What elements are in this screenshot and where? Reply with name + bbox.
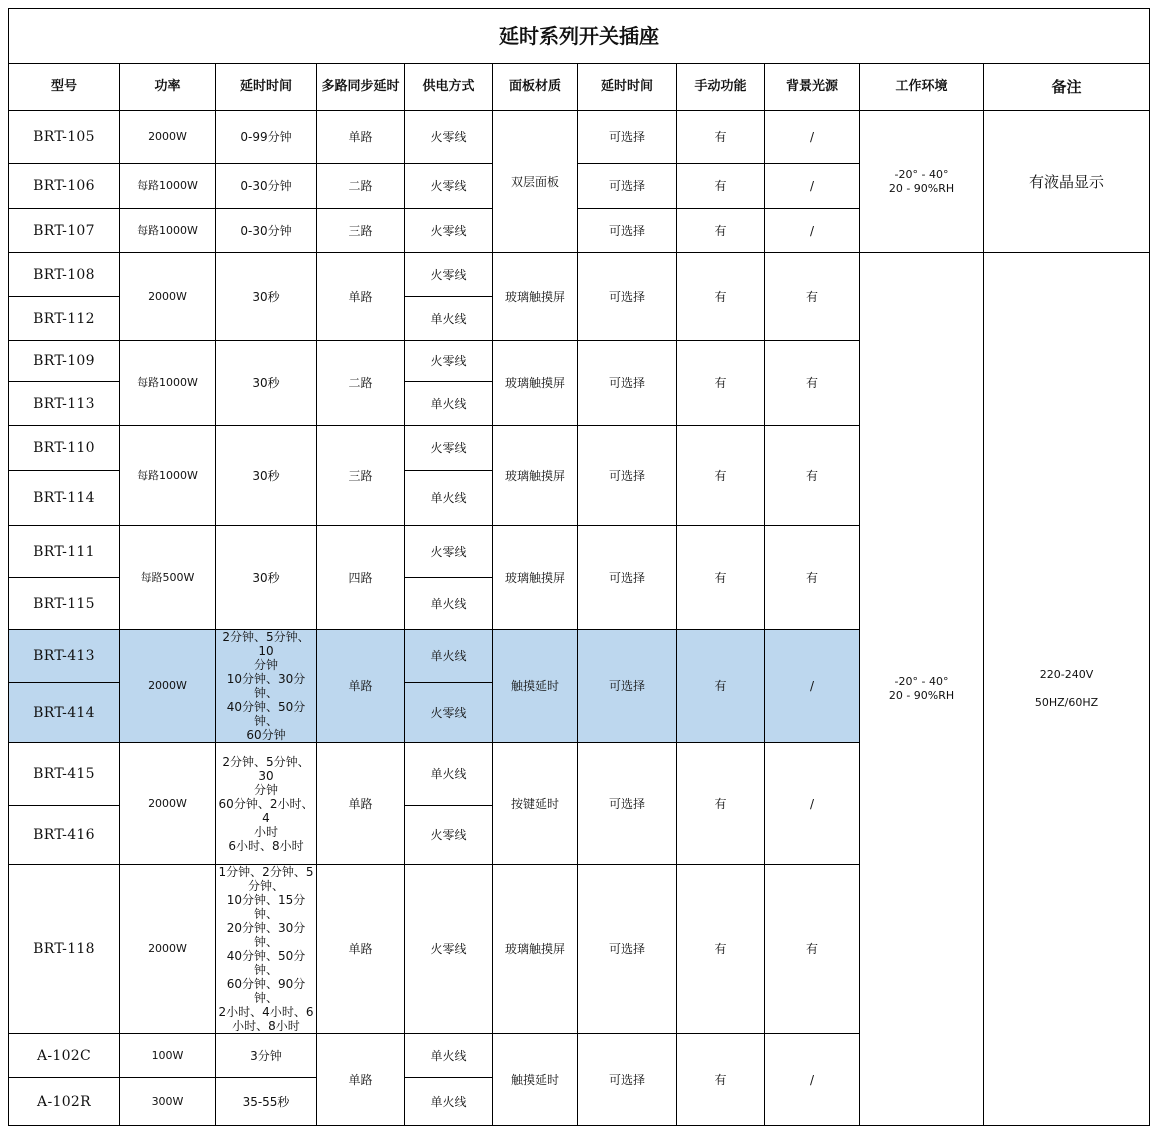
- sync-cell: 单路: [317, 865, 405, 1034]
- delay-time-line: 6小时、8小时: [228, 838, 304, 853]
- model-cell: BRT-111: [9, 526, 120, 578]
- power-cell: 2000W: [120, 865, 216, 1034]
- supply-cell: 火零线: [405, 253, 493, 297]
- backlight-cell: 有: [765, 341, 860, 426]
- model-cell: BRT-112: [9, 297, 120, 341]
- delay-time-line: 10分钟、15分钟、: [226, 893, 306, 921]
- backlight-cell: /: [765, 630, 860, 743]
- panel-cell: 玻璃触摸屏: [493, 526, 578, 630]
- supply-cell: 单火线: [405, 578, 493, 630]
- table-row: [9, 111, 1150, 164]
- manual-cell: 有: [677, 253, 765, 341]
- power-cell: 100W: [120, 1034, 216, 1078]
- manual-cell: 有: [677, 630, 765, 743]
- delay-time-cell: 3分钟: [216, 1034, 317, 1078]
- supply-cell: 火零线: [405, 865, 493, 1034]
- delay-time-line: 1分钟、2分钟、5: [218, 865, 314, 879]
- delay-time-cell: 30秒: [216, 426, 317, 526]
- delay-option-cell: 可选择: [578, 209, 677, 253]
- supply-cell: 单火线: [405, 1078, 493, 1126]
- supply-cell: 火零线: [405, 806, 493, 865]
- model-cell: BRT-416: [9, 806, 120, 865]
- model-cell: A-102R: [9, 1078, 120, 1126]
- delay-time-line: 40分钟、50分钟、: [226, 700, 306, 728]
- header-model: 型号: [9, 64, 120, 111]
- backlight-cell: 有: [765, 526, 860, 630]
- manual-cell: 有: [677, 164, 765, 209]
- environment-cell: [860, 253, 984, 1126]
- remark-cell: 有液晶显示: [984, 111, 1150, 253]
- header-delay-option: 延时时间: [578, 64, 677, 111]
- spreadsheet-table-container: [8, 8, 1150, 1126]
- supply-cell: 单火线: [405, 630, 493, 683]
- power-cell: 每路1000W: [120, 341, 216, 426]
- delay-time-cell: [216, 865, 317, 1034]
- delay-option-cell: 可选择: [578, 630, 677, 743]
- header-environment: 工作环境: [860, 64, 984, 111]
- delay-time-line: 60分钟: [246, 728, 286, 742]
- model-cell: BRT-109: [9, 341, 120, 382]
- backlight-cell: /: [765, 743, 860, 865]
- manual-cell: 有: [677, 209, 765, 253]
- environment-temp: -20° - 40°: [894, 167, 949, 181]
- header-manual: 手动功能: [677, 64, 765, 111]
- power-cell: 每路1000W: [120, 209, 216, 253]
- panel-cell: 玻璃触摸屏: [493, 253, 578, 341]
- panel-cell: 玻璃触摸屏: [493, 426, 578, 526]
- delay-time-cell: 30秒: [216, 341, 317, 426]
- sync-cell: 四路: [317, 526, 405, 630]
- model-cell: BRT-415: [9, 743, 120, 806]
- delay-time-line: 60分钟、90分钟、: [226, 977, 306, 1005]
- sync-cell: 单路: [317, 111, 405, 164]
- model-cell: BRT-106: [9, 164, 120, 209]
- delay-time-line: 小时、8小时: [232, 1019, 300, 1033]
- power-cell: 300W: [120, 1078, 216, 1126]
- delay-option-cell: 可选择: [578, 164, 677, 209]
- manual-cell: 有: [677, 111, 765, 164]
- panel-cell: 触摸延时: [493, 630, 578, 743]
- delay-option-cell: 可选择: [578, 743, 677, 865]
- panel-cell: 玻璃触摸屏: [493, 341, 578, 426]
- supply-cell: 单火线: [405, 471, 493, 526]
- sync-cell: 二路: [317, 341, 405, 426]
- panel-cell: 双层面板: [493, 111, 578, 253]
- supply-cell: 单火线: [405, 1034, 493, 1078]
- sync-cell: 三路: [317, 209, 405, 253]
- delay-option-cell: 可选择: [578, 426, 677, 526]
- power-cell: 2000W: [120, 253, 216, 341]
- header-panel-material: 面板材质: [493, 64, 578, 111]
- remark-voltage: 220-240V: [1039, 668, 1094, 681]
- delay-time-line: 2小时、4小时、6: [218, 1005, 314, 1019]
- delay-time-line: 40分钟、50分钟、: [226, 949, 306, 977]
- manual-cell: 有: [677, 526, 765, 630]
- delay-time-cell: 30秒: [216, 526, 317, 630]
- delay-option-cell: 可选择: [578, 526, 677, 630]
- sync-cell: 单路: [317, 253, 405, 341]
- delay-time-cell: 30秒: [216, 253, 317, 341]
- backlight-cell: /: [765, 1034, 860, 1126]
- delay-time-line: 2分钟、5分钟、10: [222, 630, 310, 658]
- model-cell: BRT-108: [9, 253, 120, 297]
- delay-time-cell: 0-30分钟: [216, 209, 317, 253]
- delay-option-cell: 可选择: [578, 341, 677, 426]
- power-cell: 2000W: [120, 743, 216, 865]
- delay-time-line: 小时: [253, 824, 278, 839]
- panel-cell: 按键延时: [493, 743, 578, 865]
- backlight-cell: 有: [765, 426, 860, 526]
- environment-temp: -20° - 40°: [894, 675, 949, 688]
- sync-cell: 三路: [317, 426, 405, 526]
- supply-cell: 火零线: [405, 164, 493, 209]
- power-cell: 2000W: [120, 111, 216, 164]
- header-backlight: 背景光源: [765, 64, 860, 111]
- supply-cell: 火零线: [405, 111, 493, 164]
- delay-time-line: 分钟: [253, 658, 278, 672]
- power-cell: 每路1000W: [120, 426, 216, 526]
- header-power-supply: 供电方式: [405, 64, 493, 111]
- sync-cell: 单路: [317, 1034, 405, 1126]
- delay-time-line: 60分钟、2小时、4: [218, 796, 314, 825]
- supply-cell: 单火线: [405, 297, 493, 341]
- manual-cell: 有: [677, 743, 765, 865]
- table-title: 延时系列开关插座: [9, 9, 1150, 64]
- manual-cell: 有: [677, 426, 765, 526]
- remark-spacer: [986, 682, 1147, 696]
- delay-time-line: 20分钟、30分钟、: [226, 921, 306, 949]
- header-multi-sync: 多路同步延时: [317, 64, 405, 111]
- delay-time-cell: 35-55秒: [216, 1078, 317, 1126]
- delay-option-cell: 可选择: [578, 1034, 677, 1126]
- delay-time-cell: [216, 743, 317, 865]
- delay-time-line: 分钟、: [247, 879, 284, 893]
- delay-option-cell: 可选择: [578, 253, 677, 341]
- model-cell: BRT-115: [9, 578, 120, 630]
- sync-cell: 二路: [317, 164, 405, 209]
- power-cell: 每路1000W: [120, 164, 216, 209]
- backlight-cell: /: [765, 209, 860, 253]
- model-cell: BRT-113: [9, 382, 120, 426]
- environment-humidity: 20 - 90%RH: [888, 181, 955, 195]
- environment-cell: [860, 111, 984, 253]
- supply-cell: 火零线: [405, 341, 493, 382]
- header-remark: 备注: [984, 64, 1150, 111]
- model-cell: BRT-118: [9, 865, 120, 1034]
- model-cell: BRT-114: [9, 471, 120, 526]
- product-spec-table: [8, 8, 1150, 1126]
- delay-time-line: 2分钟、5分钟、30: [222, 754, 310, 783]
- model-cell: BRT-110: [9, 426, 120, 471]
- delay-time-line: 分钟: [253, 782, 278, 797]
- sync-cell: 单路: [317, 743, 405, 865]
- model-cell: A-102C: [9, 1034, 120, 1078]
- delay-time-cell: 0-30分钟: [216, 164, 317, 209]
- manual-cell: 有: [677, 341, 765, 426]
- delay-time-line: 10分钟、30分钟、: [226, 672, 306, 700]
- panel-cell: 触摸延时: [493, 1034, 578, 1126]
- delay-time-cell: [216, 630, 317, 743]
- table-row: [9, 253, 1150, 297]
- header-delay-time: 延时时间: [216, 64, 317, 111]
- supply-cell: 单火线: [405, 382, 493, 426]
- supply-cell: 火零线: [405, 683, 493, 743]
- backlight-cell: /: [765, 111, 860, 164]
- remark-frequency: 50HZ/60HZ: [1034, 696, 1099, 709]
- manual-cell: 有: [677, 1034, 765, 1126]
- remark-cell: [984, 253, 1150, 1126]
- model-cell: BRT-105: [9, 111, 120, 164]
- header-power: 功率: [120, 64, 216, 111]
- delay-option-cell: 可选择: [578, 111, 677, 164]
- backlight-cell: 有: [765, 865, 860, 1034]
- power-cell: 每路500W: [120, 526, 216, 630]
- backlight-cell: 有: [765, 253, 860, 341]
- supply-cell: 单火线: [405, 743, 493, 806]
- panel-cell: 玻璃触摸屏: [493, 865, 578, 1034]
- manual-cell: 有: [677, 865, 765, 1034]
- delay-time-cell: 0-99分钟: [216, 111, 317, 164]
- delay-option-cell: 可选择: [578, 865, 677, 1034]
- supply-cell: 火零线: [405, 426, 493, 471]
- model-cell: BRT-414: [9, 683, 120, 743]
- supply-cell: 火零线: [405, 209, 493, 253]
- sync-cell: 单路: [317, 630, 405, 743]
- model-cell: BRT-107: [9, 209, 120, 253]
- model-cell: BRT-413: [9, 630, 120, 683]
- backlight-cell: /: [765, 164, 860, 209]
- power-cell: 2000W: [120, 630, 216, 743]
- environment-humidity: 20 - 90%RH: [888, 689, 955, 702]
- supply-cell: 火零线: [405, 526, 493, 578]
